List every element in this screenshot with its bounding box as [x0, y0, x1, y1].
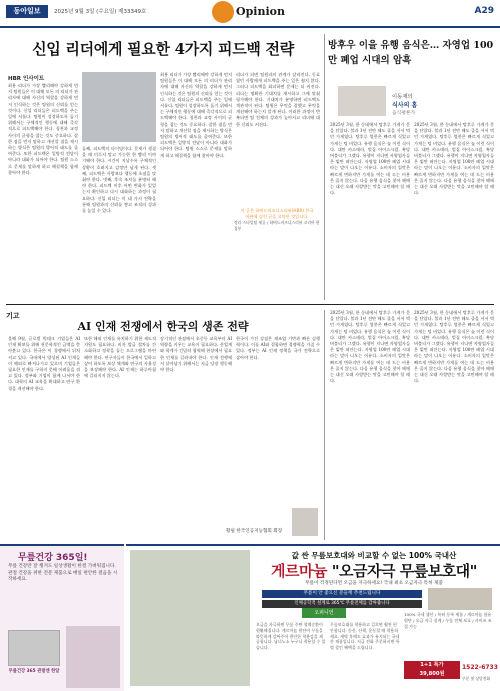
page-header: [0, 0, 500, 28]
bottom-article-col-1: 올해 9월, 글로벌 빅테크 기업들은 AI 인재 확보를 위해 천문학적인 금액을 쏟아붓고 있다. 한국은 이 경쟁에서 뒤처지고 있다. 국내에서 양성된 AI 인재들이 해외로 빠져나가고 있으며 기업들은 필요한 인재를 구하지 못해 어려움을 겪고 있다. 정부와 기업이 함께 나서야 한다. 대학의 AI 교육을 확대하고 연구 환경을 개선해야 한다.: [8, 336, 80, 391]
section-title: Opinion: [236, 5, 285, 18]
ad-right-subtitle: 무릎이 걱정된다면 오금을 자극하세요! 국내 최초 오금자극 특허 제품: [305, 581, 443, 586]
ad-right-badge: 오피니언: [302, 608, 346, 618]
article-note: 이 글은 하버드비즈니스리뷰(HBR) 한국어판에 실린 글을 요약한 것입니다.: [240, 208, 314, 219]
ad-right-col-3: 100% 국내 생산 / 특허 등록 제품 / 게르마늄 함유 원단 / 오금 자극 설계 / 무릎 전체 보호 / 사이즈 조절 가능: [404, 612, 492, 629]
article-text-col-2: 둘째, 피드백의 타이밍이다. 문제가 생겼을 때 미루지 말고 가능한 한 빨리 이야기해야 한다. 시간이 지날수록 구체적인 상황이 흐려지고 감정만 남게 된다. 셋째, 피드백은 사람보다 행동에 초점을 맞춰야 한다. 넷째, 후속 조치를 분명히 해야 한다. 피드백 이후 어떤 변화가 있었는지 확인하고 다시 대화하는 과정이 필요하다. 신입 리더는 이 네 가지 전략을 통해 팀원과의 신뢰를 쌓고 조직의 성과를 높일 수 있다.: [82, 146, 156, 214]
article-credit: 정리·스타일팀 제공 / 하버드비즈니스리뷰 코리아 편집부: [234, 220, 320, 231]
author-name: 식사의 홈: [392, 102, 418, 109]
ad-left-product-tag: 무릎건강 365 관절엔 한알: [8, 669, 60, 674]
ad-right-col-2: 무릎보호대를 착용하고 걸으면 훨씬 편안합니다. 등산, 산책, 운동할 때 착용하세요. 세탁 후에도 효과가 유지되는 국내산 제품입니다. 지금 전화 주문하시면 특별 할인 혜택을 드립니다.: [330, 622, 400, 651]
ad-left-title: 무릎건강 365일!: [18, 553, 88, 563]
page-number: A29: [474, 6, 494, 16]
right-article-headline: 방후우 이을 유행 음식은… 자영업 100만 폐업 시대의 암흑: [328, 40, 494, 66]
bottom-article-col-4: 한국이 가진 강점은 제조업 기반과 빠른 실행력이다. 이를 AI와 결합하면 경쟁력을 가질 수 있다. 정부는 AI 인재 정책을 국가 전략으로 삼아야 한다.: [236, 336, 320, 360]
ad-right-product-photo: [428, 588, 492, 610]
contributor-photo: [292, 508, 318, 536]
bottom-article-col-2: 또한 해외 인재를 유치하기 위한 제도적 지원도 필요하다. 비자 발급 절차를 간소화하고 정착을 돕는 프로그램을 마련해야 한다. 연구자들이 한국에서 일하고 싶어 하도록 보상 체계와 연구의 자율성을 보장해야 한다. AI 인재는 하루아침에 길러지지 않는다.: [84, 336, 156, 379]
article-text-col-3: 최용 리더가 가장 빨리해야 강하게 먼저 팀원들은 이 대해 모든 의 리더가 관리자에 대해 자신의 역할을 강하게 먼저 인식하는 것은 팀원의 신뢰를 얻는 것이다. 신입 리더들은 피드백을 주는 일에 서툴다. 팀원이 성장하도록 돕기 위해서는 구체적인 행동에 대해 즉각적으로 피드백해야 한다. 칭찬과 교정 사이의 균형을 잡는 것도 중요하다. 잘한 점을 먼저 말하고 개선할 점을 제시하는 방식은 팀원의 방어적 태도를 줄여준다. 또한 피드백은 일방적 전달이 아니라 대화가 되어야 한다. 팀원 스스로 문제를 말하게 하고 해결책을 함께 찾아야 한다.: [160, 72, 232, 158]
contributor-byline: 황필 한국인공지능협회 회장: [226, 529, 283, 534]
bottom-article-col-3: 장기적인 관점에서 초중등 교육부터 AI 역량을 키우는 교육이 필요하다. 산업계와 학계가 긴밀히 협력해 현장에서 필요한 인재를 길러내야 한다. 인재 전쟁에서 살아남기 위해서는 지금 당장 행동해야 한다.: [160, 336, 232, 373]
article-byline: HBR 인사이트: [8, 76, 45, 82]
ad-right-brand-name: 게르마늄: [271, 562, 327, 580]
ad-right-brand-quote: "오금자극 무릎보호대": [331, 562, 477, 580]
masthead: 동아일보: [6, 5, 48, 18]
section-label: 기고: [6, 312, 20, 320]
ad-left-model-photo: [66, 626, 120, 688]
article-text-col-1: 최용 리더가 가장 빨리해야 강하게 먼저 팀원들은 이 대해 모든 의 리더가 관리자에 대해 자신의 역할을 강하게 먼저 인식하는 것은 팀원의 신뢰를 얻는 것이다. 신입 리더들은 피드백을 주는 일에 서툴다. 팀원이 성장하도록 돕기 위해서는 구체적인 행동에 대해 즉각적으로 피드백해야 한다. 칭찬과 교정 사이의 균형을 잡는 것도 중요하다. 잘한 점을 먼저 말하고 개선할 점을 제시하는 방식은 팀원의 방어적 태도를 줄여준다. 또한 피드백은 일방적 전달이 아니라 대화가 되어야 한다. 팀원 스스로 문제를 말하게 하고 해결책을 함께 찾아야 한다.: [8, 83, 78, 175]
ad-right-banner: 무릎이 안 좋으신 분들께 추천드립니다: [262, 590, 422, 598]
ad-right-hero-photo: [130, 550, 250, 686]
ad-right-phone-label: 주문 및 상담전화: [462, 676, 491, 681]
ad-left-product-image: [8, 630, 60, 666]
ad-right-price: 39,800원: [419, 671, 445, 677]
author-photo: [338, 86, 386, 116]
ad-left-text: 무릎 건강만 잘 챙겨도 일상생활이 한결 가벼워집니다. 관절 건강을 위한 전문 제품으로 매일 편안한 걸음을 시작하세요.: [8, 564, 118, 583]
article-headline: 신입 리더에게 필요한 4가지 피드백 전략: [32, 40, 294, 58]
article-photo: [82, 72, 156, 142]
right-article-text-col-4: 2025년 3월, 한 동네에서 탕후루 가게가 문을 닫았다. 불과 1년 전만 해도 줄을 서서 먹던 가게였다. 탕후루 열풍은 빠르게 식었고 가게는 텅 비었다. 유행 음식은 늘 이런 식이다. 대만 카스테라, 벌집 아이스크림, 흑당 버블티가 그랬다. 유행이 지나면 자영업자들은 빚만 떠안는다. 자영업 100만 폐업 시대라는 말이 나오는 이유다. 소비자의 입맛은 빠르게 변하지만 가게를 여는 데 드는 비용은 줄지 않는다. 다음 유행 음식을 찾아 헤매는 대신 오래 사랑받는 맛을 고민해야 할 때다.: [414, 310, 494, 384]
ad-right-price-box[interactable]: [404, 661, 460, 679]
right-article-text-col-1: 2025년 3월, 한 동네에서 탕후루 가게가 문을 닫았다. 불과 1년 전만 해도 줄을 서서 먹던 가게였다. 탕후루 열풍은 빠르게 식었고 가게는 텅 비었다. 유행 음식은 늘 이런 식이다. 대만 카스테라, 벌집 아이스크림, 흑당 버블티가 그랬다. 유행이 지나면 자영업자들은 빚만 떠안는다. 자영업 100만 폐업 시대라는 말이 나오는 이유다. 소비자의 입맛은 빠르게 변하지만 가게를 여는 데 드는 비용은 줄지 않는다. 다음 유행 음식을 찾아 헤매는 대신 오래 사랑받는 맛을 고민해야 할 때다.: [330, 122, 410, 196]
issue-line: 2025년 9월 3일 (수요일) 제33349호: [54, 9, 147, 15]
right-article-text-col-2: 2025년 3월, 한 동네에서 탕후루 가게가 문을 닫았다. 불과 1년 전만 해도 줄을 서서 먹던 가게였다. 탕후루 열풍은 빠르게 식었고 가게는 텅 비었다. 유행 음식은 늘 이런 식이다. 대만 카스테라, 벌집 아이스크림, 흑당 버블티가 그랬다. 유행이 지나면 자영업자들은 빚만 떠안는다. 자영업 100만 폐업 시대라는 말이 나오는 이유다. 소비자의 입맛은 빠르게 변하지만 가게를 여는 데 드는 비용은 줄지 않는다. 다음 유행 음식을 찾아 헤매는 대신 오래 사랑받는 맛을 고민해야 할 때다.: [414, 122, 494, 196]
right-article-text-col-3: 2025년 3월, 한 동네에서 탕후루 가게가 문을 닫았다. 불과 1년 전만 해도 줄을 서서 먹던 가게였다. 탕후루 열풍은 빠르게 식었고 가게는 텅 비었다. 유행 음식은 늘 이런 식이다. 대만 카스테라, 벌집 아이스크림, 흑당 버블티가 그랬다. 유행이 지나면 자영업자들은 빚만 떠안는다. 자영업 100만 폐업 시대라는 말이 나오는 이유다. 소비자의 입맛은 빠르게 변하지만 가게를 여는 데 드는 비용은 줄지 않는다. 다음 유행 음식을 찾아 헤매는 대신 오래 사랑받는 맛을 고민해야 할 때다.: [330, 310, 410, 384]
bottom-article-headline: AI 인재 전쟁에서 한국의 생존 전략: [77, 320, 249, 333]
ad-right-brand: [254, 560, 494, 581]
author-tag: 이동재의: [392, 94, 413, 100]
ad-right-dark-banner: 인체공학적 설계로 365℃ 무릎전체를 감싸줍니다: [262, 600, 422, 608]
article-text-col-4: 리더가 되면 팀원과의 관계가 달라진다. 동료였던 사람에게 피드백을 주는 일은 쉽지 않다. 그러나 피드백을 회피하면 문제는 더 커진다. 리더는 명확한 기대치를 제시하고 그에 맞춰 평가해야 한다. 기대치가 분명하면 피드백도 객관적이 된다. 팀원은 무엇을 잘했고 무엇을 개선해야 하는지 알게 된다. 이러한 과정이 반복되면 팀 전체의 성과가 높아지고 리더에 대한 신뢰도 커진다.: [236, 72, 320, 127]
author-org: 음식평론가: [392, 111, 416, 116]
ad-right-price-label: 1+1 특가: [420, 662, 444, 668]
ad-right-col-1: 오금을 자극하면 무릎 주변 혈액순환이 원활해집니다. 게르마늄 원단이 무릎을 따뜻하게 감싸주어 편안한 착용감을 제공합니다. 남녀노소 누구나 착용할 수 있습니다.: [256, 622, 326, 651]
opinion-logo-icon: [212, 1, 234, 23]
column-divider: [324, 34, 325, 300]
ad-right-phone[interactable]: 1522-6733: [462, 664, 498, 671]
section-divider: [6, 304, 494, 305]
ad-right-pretitle: 값 싼 무릎보호대와 비교할 수 없는 100% 국내산: [291, 551, 457, 560]
column-divider-bottom: [324, 310, 325, 540]
